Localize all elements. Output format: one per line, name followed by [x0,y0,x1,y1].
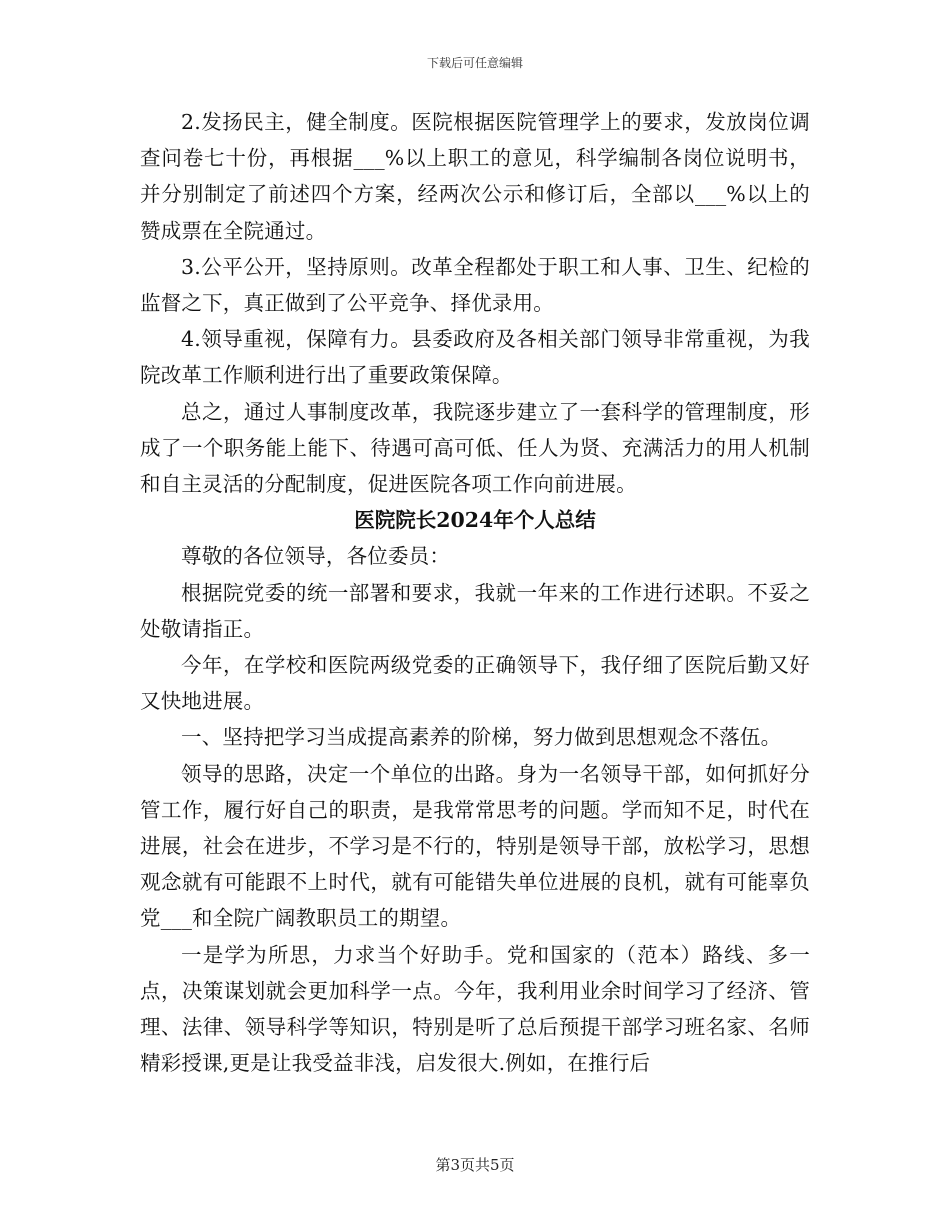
document-body [140,104,810,1081]
page-footer: 第3页共5页 [435,1156,515,1174]
paragraph-summary: 总之，通过人事制度改革，我院逐步建立了一套科学的管理制度，形成了一个职务能上能下、待遇可高可低、任人为贤、充满活力的用人机制和自主灵活的分配制度，促进医院各项工作向前进展。 [140,399,810,497]
page-header: 下载后可任意编辑 [426,56,523,70]
paragraph-democracy: 2.发扬民主，健全制度。医院根据医院管理学上的要求，发放岗位调查问卷七十份，再根据___%以上职工的意见，科学编制各岗位说明书，并分别制定了前述四个方案，经两次公示和修订后，全部以___%以上的赞成票在全院通过。 [140,110,810,243]
paragraph-fairness: 3.公平公开，坚持原则。改革全程都处于职工和人事、卫生、纪检的监督之下，真正做到了公平竞争、择优录用。 [140,254,810,316]
paragraph-leadership: 4.领导重视，保障有力。县委政府及各相关部门领导非常重视，为我院改革工作顺利进行出了重要政策保障。 [140,327,810,388]
paragraph-study: 一是学为所思，力求当个好助手。党和国家的（范本）路线、多一点，决策谋划就会更加科学一点。今年，我利用业余时间学习了经济、管理、法律、领导科学等知识，特别是听了总后预提干部学习班名家、名师精彩授课,更是让我受益非浅，启发很大.例如，在推行后 [140,942,810,1076]
paragraph-salutation: 尊敬的各位领导，各位委员： [181,544,451,569]
section-title: 医院院长2024年个人总结 [354,508,596,533]
paragraph-this-year: 今年，在学校和医院两级党委的正确领导下，我仔细了医院后勤又好又快地进展。 [140,653,810,714]
paragraph-heading-one: 一、坚持把学习当成提高素养的阶梯，努力做到思想观念不落伍。 [181,725,782,750]
paragraph-leadership-thinking: 领导的思路，决定一个单位的出路。身为一名领导干部，如何抓好分管工作，履行好自己的职责，是我常常思考的问题。学而知不足，时代在进展，社会在进步，不学习是不行的，特别是领导干部，放松学习，思想观念就有可能跟不上时代，就有可能错失单位进展的良机，就有可能辜负党___和全院广阔教职员工的期望。 [140,761,810,931]
paragraph-intro: 根据院党委的统一部署和要求，我就一年来的工作进行述职。不妥之处敬请指正。 [140,580,810,641]
